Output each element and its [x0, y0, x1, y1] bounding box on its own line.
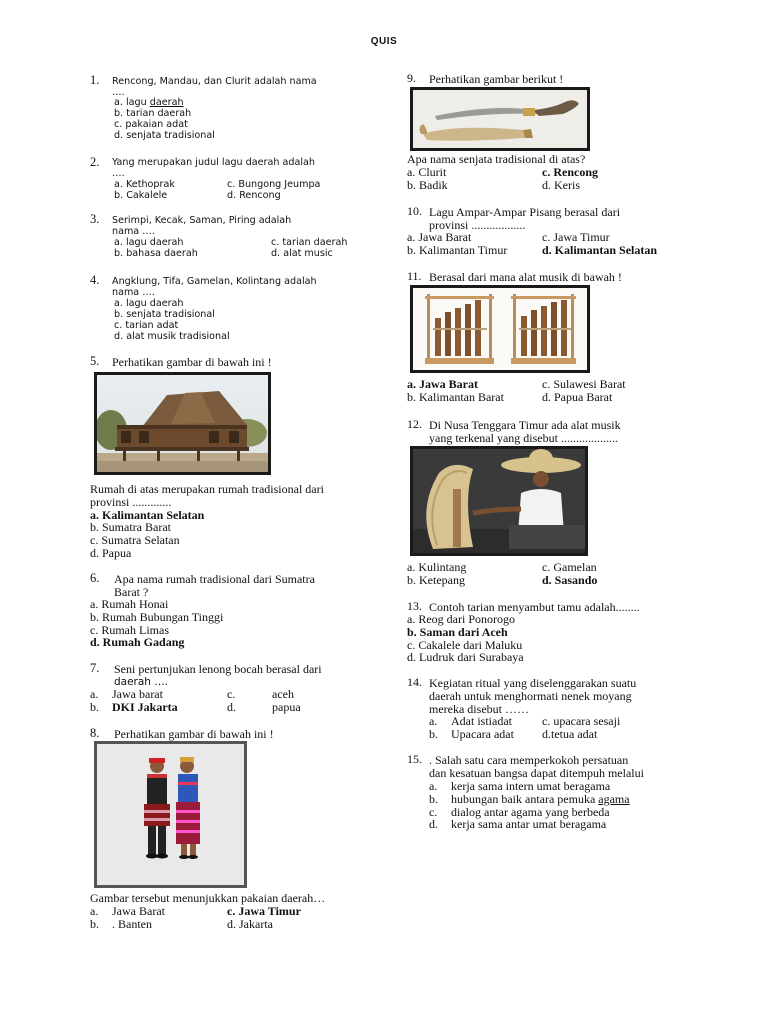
question-11-options — [407, 378, 707, 404]
question-number: 4. — [90, 273, 100, 287]
option-a[interactable]: a. Kulintang — [407, 560, 467, 574]
option-b[interactable]: b. Sumatra Barat — [90, 520, 171, 535]
option-c[interactable]: c. Rencong — [542, 164, 598, 179]
option-d[interactable]: d. alat music — [271, 248, 333, 259]
option-d[interactable]: d. Jakarta — [227, 916, 273, 931]
question-text: . Salah satu cara memperkokoh persatuan dan kesatuan bangsa dapat ditempuh melalui — [429, 753, 644, 780]
option-a[interactable]: a. Jawa Barat — [407, 377, 478, 391]
question-number: 10. — [407, 204, 422, 218]
question-12-options — [407, 561, 707, 587]
traditional-weapon-image — [410, 87, 590, 151]
question-prompt: Gambar tersebut menunjukkan pakaian daerah… — [90, 891, 326, 905]
traditional-house-image — [94, 372, 271, 475]
question-number: 8. — [90, 726, 100, 740]
question-text: Apa nama rumah tradisional dari Sumatra Barat ? — [114, 572, 315, 599]
option-b[interactable]: b. bahasa daerah — [114, 248, 198, 259]
option-d[interactable]: papua — [272, 699, 301, 714]
question-text: Kegiatan ritual yang diselenggarakan suatu daerah untuk menghormati nenek moyang mereka disebut …… — [429, 676, 637, 716]
question-text: Serimpi, Kecak, Saman, Piring adalah nama …. — [112, 215, 292, 237]
traditional-clothing-image — [94, 741, 247, 888]
option-a[interactable]: a. Kalimantan Selatan — [90, 507, 205, 522]
option-c[interactable]: c. Sumatra Selatan — [90, 533, 180, 548]
option-d[interactable]: d. Papua — [90, 545, 132, 560]
question-8-options: Gambar tersebut menunjukkan pakaian daerah… a. Jawa Barat c. Jawa Timur b. . Banten d. Jakarta — [90, 891, 326, 931]
option-b[interactable]: hubungan baik antara pemuka agama — [451, 791, 630, 806]
question-text: Di Nusa Tenggara Timur ada alat musik yang terkenal yang disebut ................... — [429, 418, 621, 445]
question-number: 5. — [90, 354, 100, 368]
option-d[interactable]: d. Keris — [542, 177, 580, 192]
option-b[interactable]: b. Kalimantan Timur — [407, 242, 508, 257]
question-text: Seni pertunjukan lenong bocah berasal dari daerah …. — [114, 662, 322, 688]
question-text: Yang merupakan judul lagu daerah adalah …. — [112, 157, 315, 179]
question-9-options — [407, 153, 697, 191]
question-number: 2. — [90, 155, 100, 169]
option-d[interactable]: d.tetua adat — [542, 726, 598, 741]
option-c[interactable]: c. Bungong Jeumpa — [227, 179, 321, 190]
question-number: 3. — [90, 212, 100, 226]
option-c[interactable]: dialog antar agama yang berbeda — [451, 804, 610, 819]
page-title: QUIS — [370, 36, 398, 47]
angklung-image — [410, 285, 590, 373]
option-b[interactable]: Upacara adat — [451, 726, 514, 741]
option-d[interactable]: d. Sasando — [542, 572, 598, 587]
option-a[interactable]: Jawa Barat — [112, 903, 165, 918]
option-c[interactable]: c. tarian daerah — [271, 237, 348, 248]
option-b[interactable]: b. Badik — [407, 177, 448, 192]
option-d[interactable]: d. Papua Barat — [542, 389, 613, 404]
question-5-options: Rumah di atas merupakan rumah tradisional dari provinsi ............. a. Kalimantan Selatan b. Sumatra Barat c. Sumatra Selatan d. Papua — [90, 483, 380, 560]
option-c[interactable]: c. Gamelan — [542, 560, 597, 574]
option-b[interactable]: . Banten — [112, 916, 152, 931]
sasando-image — [410, 446, 588, 556]
question-text: Berasal dari mana alat musik di bawah ! — [429, 270, 622, 284]
option-a[interactable]: a. Jawa Barat — [407, 230, 472, 244]
question-prompt: Apa nama senjata tradisional di atas? — [407, 152, 586, 166]
question-text: Rencong, Mandau, dan Clurit adalah nama …. — [112, 76, 317, 98]
question-text: Perhatikan gambar berikut ! — [429, 72, 564, 86]
option-b[interactable]: b. Cakalele — [114, 190, 168, 201]
option-c[interactable]: c. Sulawesi Barat — [542, 377, 626, 391]
option-c[interactable]: c. Jawa Timur — [227, 903, 301, 918]
option-a[interactable]: a. Clurit — [407, 164, 447, 179]
question-number: 7. — [90, 661, 100, 675]
question-number: 15. — [407, 752, 422, 766]
question-number: 14. — [407, 675, 422, 689]
question-number: 9. — [407, 71, 416, 85]
question-prompt: Rumah di atas merupakan rumah tradisional dari — [90, 482, 324, 496]
option-a[interactable]: Adat istiadat — [451, 714, 512, 728]
question-text: Angklung, Tifa, Gamelan, Kolintang adalah nama …. — [112, 276, 317, 298]
option-c[interactable]: aceh — [272, 687, 294, 701]
question-number: 1. — [90, 73, 100, 87]
question-number: 12. — [407, 417, 422, 431]
question-text: Perhatikan gambar di bawah ini ! — [112, 355, 272, 369]
option-b[interactable]: b. Ketepang — [407, 572, 465, 587]
question-text: Contoh tarian menyambut tamu adalah........ — [429, 600, 640, 614]
option-d[interactable]: d. Rencong — [227, 190, 281, 201]
option-b[interactable]: b. Kalimantan Barat — [407, 389, 504, 404]
option-a[interactable]: Jawa barat — [112, 687, 163, 701]
option-c[interactable]: c. upacara sesaji — [542, 714, 621, 728]
option-d[interactable]: d. Kalimantan Selatan — [542, 242, 658, 257]
option-a[interactable]: a. Kethoprak — [114, 179, 175, 190]
question-number: 11. — [407, 269, 422, 283]
option-a[interactable]: kerja sama intern umat beragama — [451, 779, 611, 793]
question-number: 6. — [90, 571, 100, 585]
option-c[interactable]: c. Jawa Timur — [542, 230, 610, 244]
option-d[interactable]: kerja sama antar umat beragama — [451, 817, 607, 832]
option-b[interactable]: DKI Jakarta — [112, 699, 178, 714]
question-text: Perhatikan gambar di bawah ini ! — [114, 727, 274, 741]
question-text: Lagu Ampar-Ampar Pisang berasal dari provinsi .................. — [429, 205, 621, 232]
option-a[interactable]: a. lagu daerah — [114, 237, 184, 248]
question-number: 13. — [407, 599, 422, 613]
